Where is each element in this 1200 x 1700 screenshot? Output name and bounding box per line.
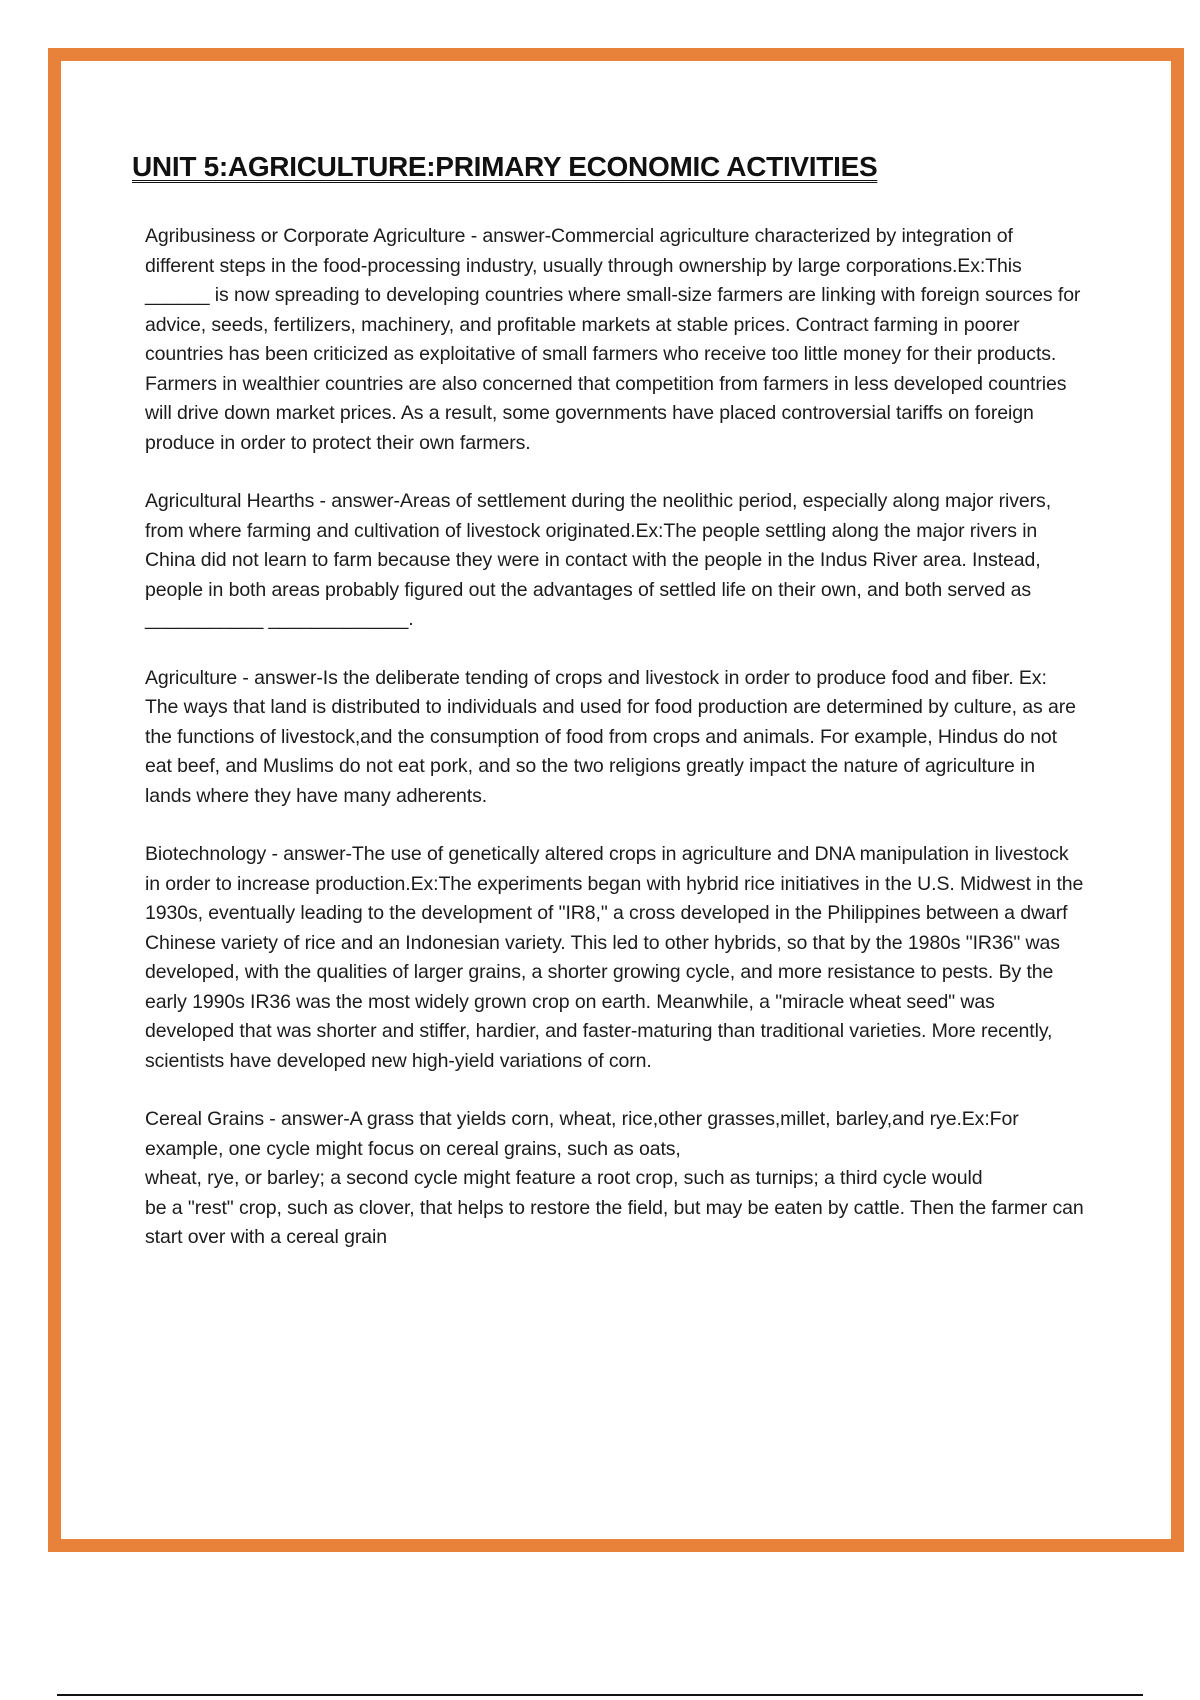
entry-cereal-grains-line: wheat, rye, or barley; a second cycle might feature a root crop, such as turnips; a third cycle would (145, 1167, 983, 1189)
entry-cereal-grains-line: Cereal Grains - answer-A grass that yields corn, wheat, rice,other grasses,millet, barley,and rye.Ex:For example, one cycle might focus on cereal grains, such as oats, (145, 1108, 1019, 1160)
footer-divider (57, 1694, 1143, 1696)
page-title: UNIT 5:AGRICULTURE:PRIMARY ECONOMIC ACTIVITIES (132, 151, 878, 182)
entry-biotechnology: Biotechnology - answer-The use of genetically altered crops in agriculture and DNA manipulation in livestock in order to increase production.Ex:The experiments began with hybrid rice initiatives in the U.S. Midwest in the 1930s, eventually leading to the development of "IR8," a cross developed in the Philippines between a dwarf Chinese variety of rice and an Indonesian variety. This led to other hybrids, so that by the 1980s "IR36" was developed, with the qualities of larger grains, a shorter growing cycle, and more resistance to pests. By the early 1990s IR36 was the most widely grown crop on earth. Meanwhile, a "miracle wheat seed" was developed that was shorter and stiffer, hardier, and faster-maturing than traditional varieties. More recently, scientists have developed new high-yield variations of corn. (145, 843, 1084, 1072)
entry-agribusiness: Agribusiness or Corporate Agriculture - answer-Commercial agriculture characterized by integration of different steps in the food-processing industry, usually through ownership by large corporations.Ex:This ______ is now spreading to developing countries where small-size farmers are linking with foreign sources for advice, seeds, fertilizers, machinery, and profitable markets at stable prices. Contract farming in poorer countries has been criticized as exploitative of small farmers who receive too little money for their products. Farmers in wealthier countries are also concerned that competition from farmers in less developed countries will drive down market prices. As a result, some governments have placed controversial tariffs on foreign produce in order to protect their own farmers. (145, 225, 1081, 454)
entry-agricultural-hearths: Agricultural Hearths - answer-Areas of settlement during the neolithic period, especially along major rivers, from where farming and cultivation of livestock originated.Ex:The people settling along the major rivers in China did not learn to farm because they were in contact with the people in the Indus River area. Instead, people in both areas probably figured out the advantages of settled life on their own, and both served as ___________ _____________. (145, 490, 1052, 630)
glossary-entries (145, 222, 1085, 1282)
entry-cereal-grains-line: be a "rest" crop, such as clover, that helps to restore the field, but may be eaten by cattle. Then the farmer can start over with a cereal grain (145, 1196, 1084, 1248)
entry-cereal-grains (145, 1105, 1085, 1253)
entry-agriculture: Agriculture - answer-Is the deliberate tending of crops and livestock in order to produce food and fiber. Ex: The ways that land is distributed to individuals and used for food production are determined by culture, as are the functions of livestock,and the consumption of food from crops and animals. For example, Hindus do not eat beef, and Muslims do not eat pork, and so the two religions greatly impact the nature of agriculture in lands where they have many adherents. (145, 666, 1076, 807)
